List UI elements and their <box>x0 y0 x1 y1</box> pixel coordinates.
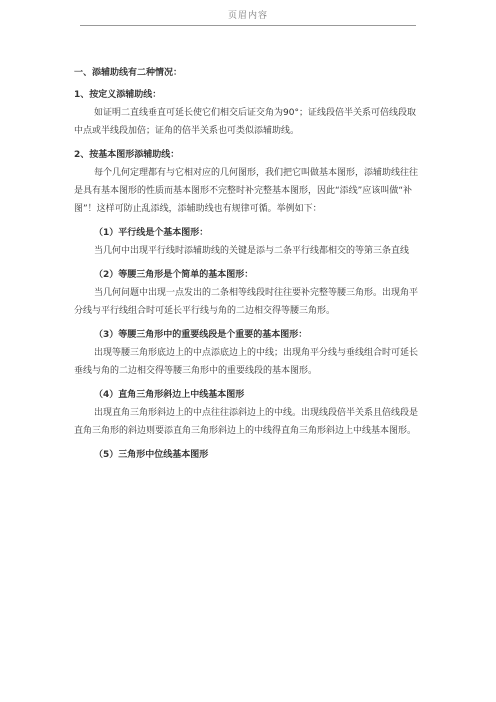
item-heading: （3）等腰三角形中的重要线段是个重要的基本图形： <box>94 330 308 340</box>
item-heading: （2）等腰三角形是个简单的基本图形： <box>94 270 254 280</box>
paragraph: 出现等腰三角形底边上的中点添底边上的中线；出现角平分线与垂线组合时可延长垂线与角的二边相交得等腰三角形中的重要线段的基本图形。 <box>74 348 419 376</box>
header-divider <box>80 25 416 26</box>
item-heading: （5）三角形中位线基本图形 <box>94 450 209 460</box>
subsection-heading: 1、按定义添辅助线： <box>74 90 162 100</box>
paragraph: 当几何中出现平行线时添辅助线的关键是添与二条平行线都相交的等第三条直线 <box>94 246 410 256</box>
item-heading: （1）平行线是个基本图形： <box>94 228 209 238</box>
paragraph: 如证明二直线垂直可延长使它们相交后证交角为90°；证线段倍半关系可倍线段取中点或半线段加倍；证角的倍半关系也可类似添辅助线。 <box>74 108 416 136</box>
page-header: 页眉内容 <box>227 11 268 21</box>
document-body <box>74 64 424 464</box>
paragraph: 当几何问题中出现一点发出的二条相等线段时往往要补完整等腰三角形。出现角平分线与平行线组合时可延长平行线与角的二边相交得等腰三角形。 <box>74 288 419 316</box>
paragraph: 每个几何定理都有与它相对应的几何图形，我们把它叫做基本图形，添辅助线往往是具有基本图形的性质而基本图形不完整时补完整基本图形，因此“添线”应该叫做“补图”！这样可防止乱添线，添辅助线也有规律可循。举例如下： <box>74 168 419 214</box>
item-heading: （4）直角三角形斜边上中线基本图形 <box>94 390 245 400</box>
paragraph: 出现直角三角形斜边上的中点往往添斜边上的中线。出现线段倍半关系且倍线段是直角三角形的斜边则要添直角三角形斜边上的中线得直角三角形斜边上中线基本图形。 <box>74 408 419 436</box>
subsection-heading: 2、按基本图形添辅助线： <box>74 150 180 160</box>
section-heading: 一、添辅助线有二种情况： <box>74 68 183 78</box>
